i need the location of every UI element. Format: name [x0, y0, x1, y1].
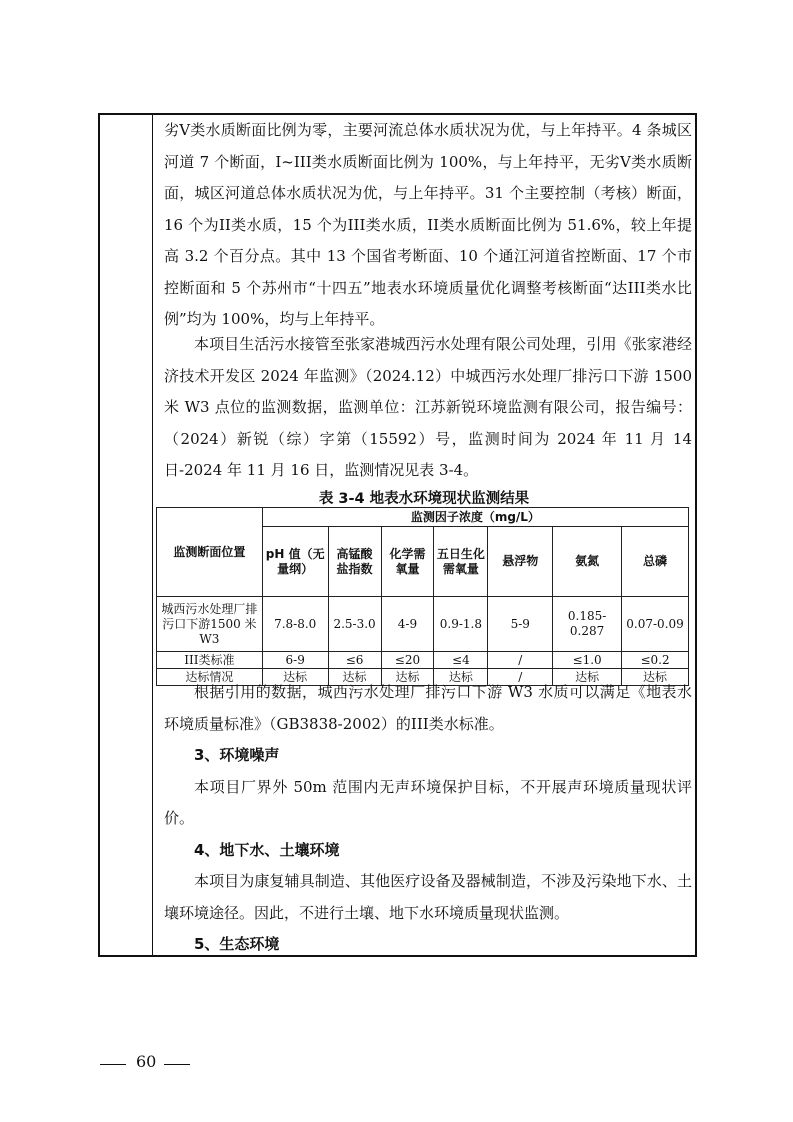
header-factor-group: 监测因子浓度（mg/L） — [262, 508, 688, 527]
cell-value: / — [488, 669, 553, 686]
cell-value: 5-9 — [488, 597, 553, 652]
header-ph: pH 值（无量纲） — [262, 527, 328, 597]
cell-value: 达标 — [622, 669, 689, 686]
paragraph-conclusion: 根据引用的数据，城西污水处理厂排污口下游 W3 水质可以满足《地表水环境质量标准》（GB3838-2002）的III类水标准。 — [164, 683, 692, 733]
cell-value: 达标 — [434, 669, 488, 686]
cell-value: ≤0.2 — [622, 652, 689, 669]
header-codmn: 高锰酸盐指数 — [328, 527, 381, 597]
row-label: III类标准 — [157, 652, 263, 669]
row-label: 城西污水处理厂排污口下游1500 米 W3 — [157, 597, 263, 652]
paragraph-monitoring-source: 本项目生活污水接管至张家港城西污水处理有限公司处理，引用《张家港经济技术开发区 2024 年监测》（2024.12）中城西污水处理厂排污口下游 1500 米 W3 点位的监测数据，监测单位：江苏新锐环境监测有限公司，报告编号：（2024）新锐（综）字第（15592）号，监测时间为 2024 年 11 月 14 日-2024 年 11 月 16 日，监测情况见表 3-4。 — [164, 335, 692, 479]
cell-value: 0.185-0.287 — [553, 597, 622, 652]
cell-value: ≤20 — [381, 652, 434, 669]
header-bod5: 五日生化需氧量 — [434, 527, 488, 597]
cell-value: ≤4 — [434, 652, 488, 669]
heading-ecology: 5、生态环境 — [194, 935, 280, 953]
heading-noise: 3、环境噪声 — [194, 746, 280, 764]
header-cod: 化学需氧量 — [381, 527, 434, 597]
footer-dash-right — [164, 1064, 190, 1065]
cell-value: 达标 — [328, 669, 381, 686]
cell-value: 6-9 — [262, 652, 328, 669]
paragraph-noise: 本项目厂界外 50m 范围内无声环境保护目标，不开展声环境质量现状评价。 — [164, 777, 692, 827]
cell-value: 达标 — [381, 669, 434, 686]
table-title: 表 3-4 地表水环境现状监测结果 — [318, 491, 530, 507]
cell-value: 0.9-1.8 — [434, 597, 488, 652]
monitoring-table — [156, 507, 689, 686]
cell-value: 0.07-0.09 — [622, 597, 689, 652]
header-nh3n: 氨氮 — [553, 527, 622, 597]
footer-dash-left — [100, 1064, 126, 1065]
header-tp: 总磷 — [622, 527, 689, 597]
cell-value: / — [488, 652, 553, 669]
cell-value: 7.8-8.0 — [262, 597, 328, 652]
cell-value: ≤6 — [328, 652, 381, 669]
cell-value: 4-9 — [381, 597, 434, 652]
cell-value: 达标 — [262, 669, 328, 686]
header-ss: 悬浮物 — [488, 527, 553, 597]
table-row — [157, 597, 689, 652]
header-location: 监测断面位置 — [157, 508, 263, 597]
cell-value: ≤1.0 — [553, 652, 622, 669]
cell-value: 2.5-3.0 — [328, 597, 381, 652]
paragraph-water-quality: 劣V类水质断面比例为零，主要河流总体水质状况为优，与上年持平。4 条城区河道 7 个断面，I~III类水质断面比例为 100%，与上年持平，无劣V类水质断面，城区河道总体水质状况为优，与上年持平。31 个主要控制（考核）断面，16 个为II类水质，15 个为III类水质，II类水质断面比例为 51.6%，较上年提高 3.2 个百分点。其中 13 个国省考断面、10 个通江河道省控断面、17 个市控断面和 5 个苏州市“十四五”地表水环境质量优化调整考核断面“达III类水比例”均为 100%，均与上年持平。 — [164, 121, 692, 328]
section-body — [164, 677, 692, 961]
heading-groundwater-soil: 4、地下水、土壤环境 — [194, 840, 340, 859]
paragraph-groundwater-soil: 本项目为康复辅具制造、其他医疗设备及器械制造，不涉及污染地下水、土壤环境途径。因此，不进行土壤、地下水环境质量现状监测。 — [164, 872, 692, 922]
page-number: 60 — [136, 1052, 157, 1071]
cell-value: 达标 — [553, 669, 622, 686]
column-divider — [152, 115, 153, 955]
row-label: 达标情况 — [157, 669, 263, 686]
table-row — [157, 652, 689, 669]
